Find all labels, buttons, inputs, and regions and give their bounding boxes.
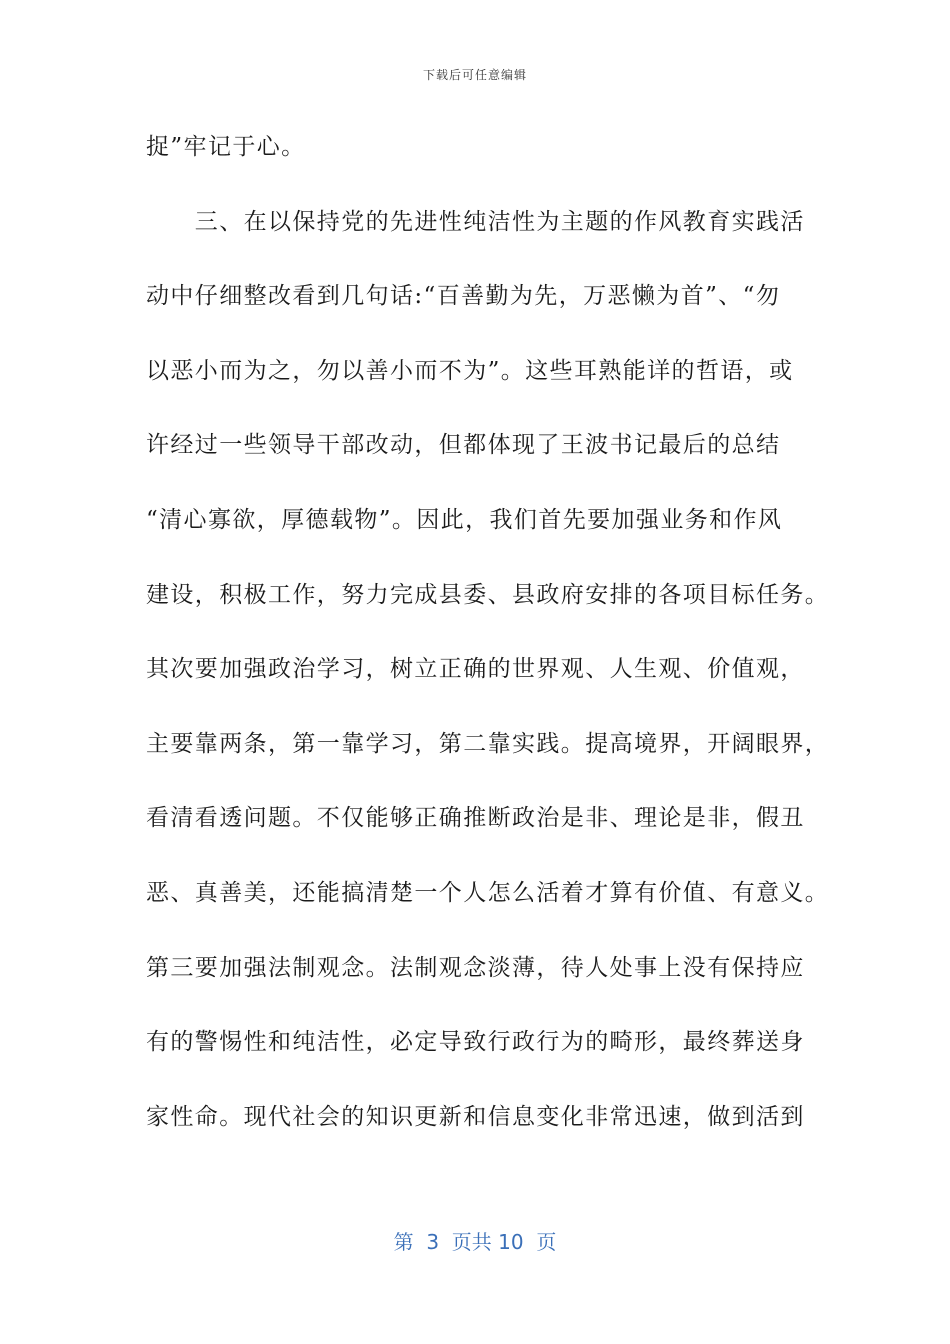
page-header-note: 下载后可任意编辑 bbox=[422, 68, 527, 82]
text-line: 有的警惕性和纯洁性，必定导致行政行为的畸形，最终葬送身 bbox=[146, 1029, 805, 1056]
text-line: 恶、真善美，还能搞清楚一个人怎么活着才算有价值、有意义。 bbox=[146, 879, 830, 906]
page-number-footer: 第 3 页共 10 页 bbox=[393, 1230, 557, 1254]
text-line: “清心寡欲，厚德载物”。因此，我们首先要加强业务和作风 bbox=[146, 506, 783, 533]
document-body bbox=[146, 128, 830, 1172]
text-line: 动中仔细整改看到几句话:“百善勤为先，万恶懒为首”、“勿 bbox=[146, 283, 781, 310]
text-line: 主要靠两条，第一靠学习，第二靠实践。提高境界，开阔眼界， bbox=[146, 730, 830, 757]
text-line: 看清看透问题。不仅能够正确推断政治是非、理论是非，假丑 bbox=[146, 805, 805, 832]
text-line: 以恶小而为之，勿以善小而不为”。这些耳熟能详的哲语，或 bbox=[146, 357, 794, 384]
text-line: 其次要加强政治学习，树立正确的世界观、人生观、价值观， bbox=[146, 656, 805, 683]
text-line: 第三要加强法制观念。法制观念淡薄，待人处事上没有保持应 bbox=[146, 954, 805, 981]
text-line: 捉”牢记于心。 bbox=[146, 134, 306, 160]
text-line: 三、在以保持党的先进性纯洁性为主题的作风教育实践活 bbox=[146, 208, 805, 235]
text-line: 建设，积极工作，努力完成县委、县政府安排的各项目标任务。 bbox=[146, 581, 830, 608]
text-line: 许经过一些领导干部改动，但都体现了王波书记最后的总结 bbox=[146, 432, 781, 459]
text-line: 家性命。现代社会的知识更新和信息变化非常迅速，做到活到 bbox=[146, 1103, 805, 1130]
